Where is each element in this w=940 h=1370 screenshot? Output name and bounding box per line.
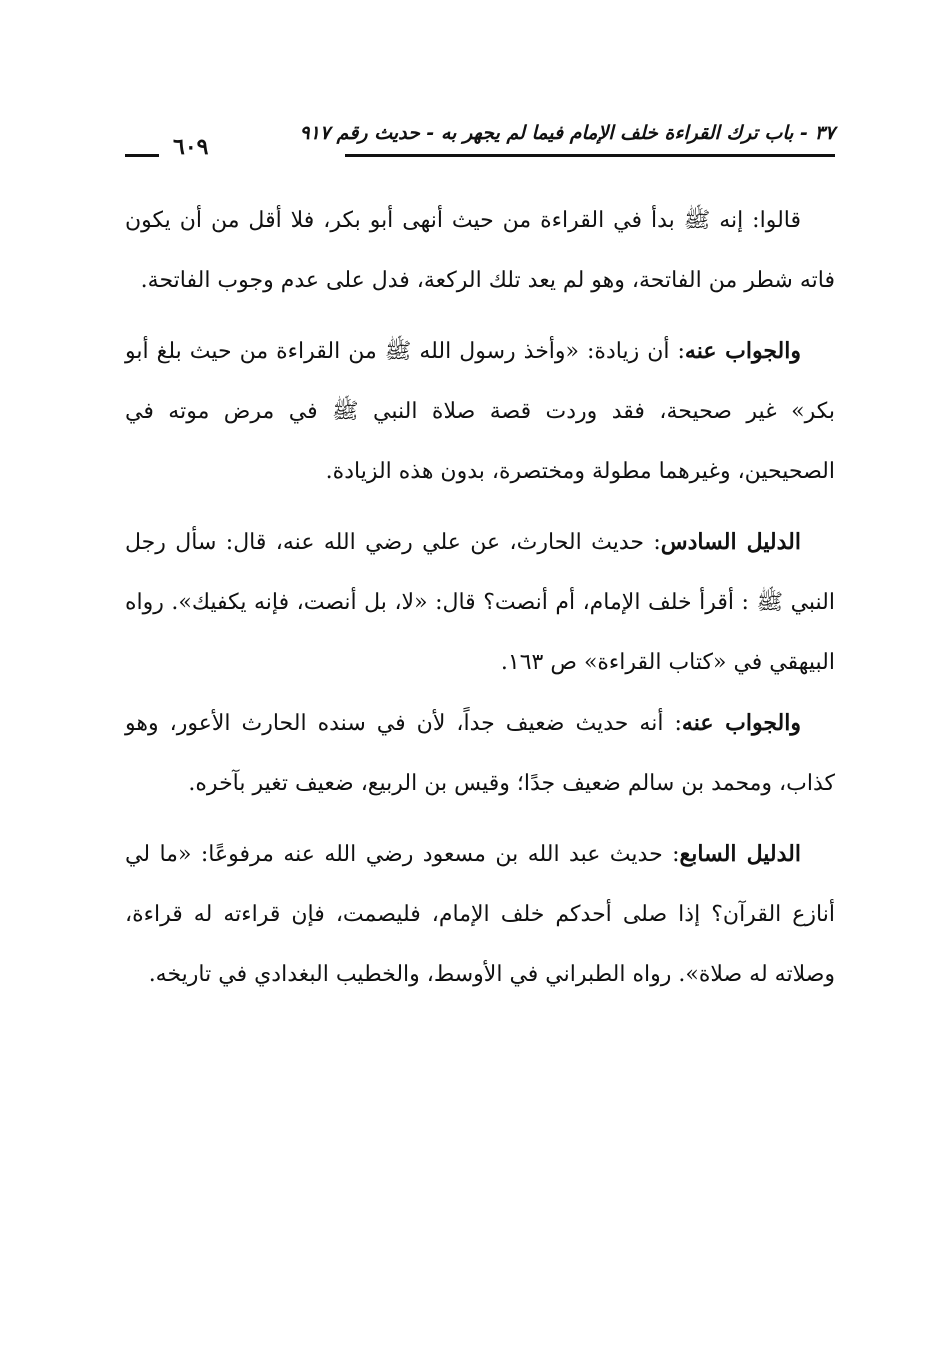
paragraph-lead: الدليل السابع (679, 841, 801, 867)
paragraph-lead: الدليل السادس (660, 529, 801, 555)
paragraph-text: قالوا: إنه ﷺ بدأ في القراءة من حيث أنهى أبو بكر، فلا أقل من أن يكون فاته شطر من الفاتحة، وهو لم يعد تلك الركعة، فدل على عدم وجوب الفاتحة. (125, 208, 835, 293)
paragraph-lead: والجواب عنه (684, 338, 801, 364)
paragraph-evidence-6 (125, 512, 835, 693)
paragraph-text: : أن زيادة: «وأخذ رسول الله ﷺ من القراءة من حيث بلغ أبو بكر» غير صحيحة، فقد وردت قصة صلاة النبي ﷺ في مرض موته في الصحيحين، وغيرهما مطولة ومختصرة، بدون هذه الزيادة. (125, 339, 835, 484)
paragraph-text: : حديث عبد الله بن مسعود رضي الله عنه مرفوعًا: «ما لي أنازع القرآن؟ إذا صلى أحدكم خلف الإمام، فليصمت، فإن قراءته له قراءة، وصلاته له صلاة». رواه الطبراني في الأوسط، والخطيب البغدادي في تاريخه. (125, 842, 835, 987)
paragraph-text: : حديث الحارث، عن علي رضي الله عنه، قال: سأل رجل النبي ﷺ : أقرأ خلف الإمام، أم أنصت؟ قال: «لا، بل أنصت، فإنه يكفيك». رواه البيهقي في «كتاب القراءة» ص ١٦٣. (125, 530, 835, 675)
page-number-rule (125, 154, 159, 157)
page-number: ٦٠٩ (173, 134, 209, 160)
chapter-title: ٣٧ - باب ترك القراءة خلف الإمام فيما لم يجهر به - حديث رقم ٩١٧ (299, 122, 835, 144)
paragraph-text: : أنه حديث ضعيف جداً، لأن في سنده الحارث الأعور، وهو كذاب، ومحمد بن سالم ضعيف جدًا؛ وقيس بن الربيع، ضعيف تغير بآخره. (125, 711, 835, 796)
paragraph-claim (125, 190, 835, 311)
body-text (125, 190, 835, 1005)
paragraph-lead: والجواب عنه (681, 710, 801, 736)
paragraph-answer-1 (125, 321, 835, 502)
paragraph-evidence-7 (125, 824, 835, 1005)
paragraph-answer-2 (125, 693, 835, 814)
running-header (125, 118, 835, 162)
header-rule (345, 154, 835, 157)
